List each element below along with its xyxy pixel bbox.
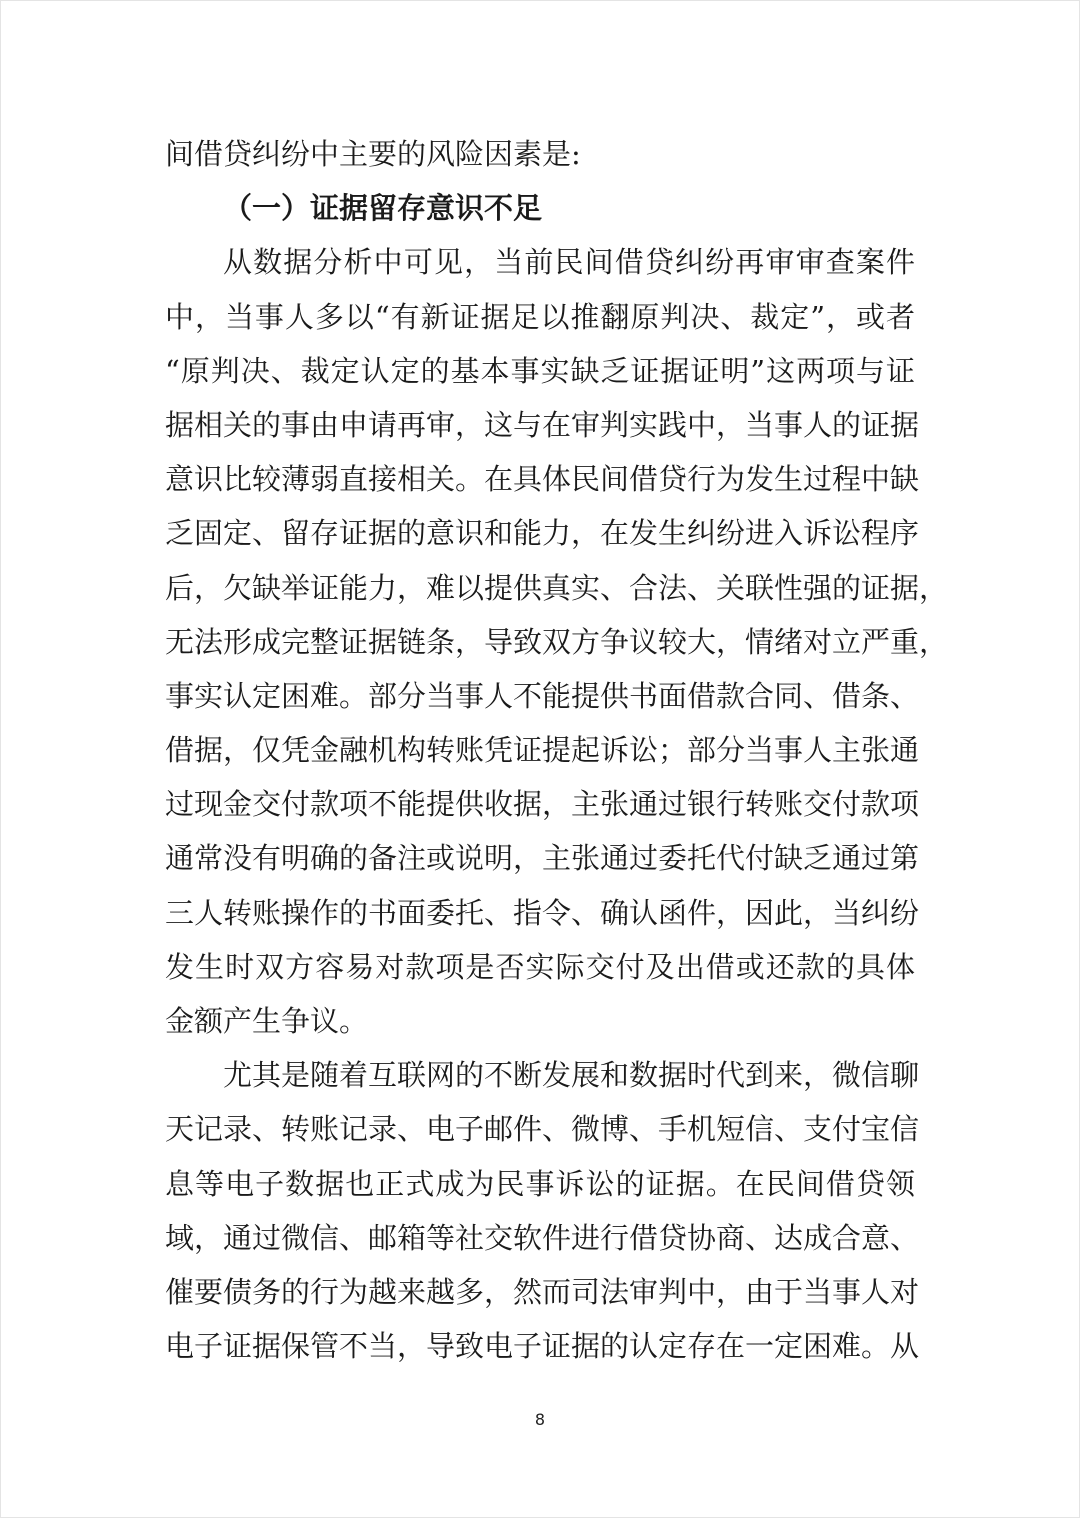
text-line: 尤其是随着互联网的不断发展和数据时代到来，微信聊 — [223, 1058, 920, 1093]
text-line: 意识比较薄弱直接相关。在具体民间借贷行为发生过程中缺 — [165, 462, 920, 497]
text-line: 发生时双方容易对款项是否实际交付及出借或还款的具体 — [165, 949, 915, 984]
text-line: 后，欠缺举证能力，难以提供真实、合法、关联性强的证据， — [165, 570, 949, 605]
text-line: 催要债务的行为越来越多，然而司法审判中，由于当事人对 — [165, 1274, 920, 1309]
text-line: 电子证据保管不当，导致电子证据的认定存在一定困难。从 — [165, 1329, 920, 1364]
text-line: 三人转账操作的书面委托、指令、确认函件，因此，当纠纷 — [165, 895, 920, 930]
text-line: 据相关的事由申请再审，这与在审判实践中，当事人的证据 — [165, 407, 920, 442]
text-line: 借据，仅凭金融机构转账凭证提起诉讼；部分当事人主张通 — [165, 733, 920, 768]
text-line: 域，通过微信、邮箱等社交软件进行借贷协商、达成合意、 — [165, 1220, 920, 1255]
text-line: 天记录、转账记录、电子邮件、微博、手机短信、支付宝信 — [165, 1112, 920, 1147]
text-line: 间借贷纠纷中主要的风险因素是: — [165, 137, 581, 171]
text-line: 无法形成完整证据链条，导致双方争议较大，情绪对立严重， — [165, 624, 949, 659]
page-number: 8 — [534, 1410, 546, 1429]
section-heading: （一）证据留存意识不足 — [223, 191, 543, 226]
text-line: 息等电子数据也正式成为民事诉讼的证据。在民间借贷领 — [165, 1166, 915, 1201]
text-line: 事实认定困难。部分当事人不能提供书面借款合同、借条、 — [165, 678, 920, 713]
text-line: 过现金交付款项不能提供收据，主张通过银行转账交付款项 — [165, 787, 920, 822]
text-line: 金额产生争议。 — [165, 1004, 369, 1038]
text-line: 通常没有明确的备注或说明，主张通过委托代付缺乏通过第 — [165, 841, 920, 876]
text-line: “原判决、裁定认定的基本事实缺乏证据证明”这两项与证 — [165, 353, 915, 388]
text-line: 从数据分析中可见，当前民间借贷纠纷再审审查案件 — [223, 245, 915, 280]
text-line: 乏固定、留存证据的意识和能力，在发生纠纷进入诉讼程序 — [165, 516, 920, 551]
text-line: 中，当事人多以“有新证据足以推翻原判决、裁定”，或者 — [165, 299, 915, 334]
document-body — [165, 127, 949, 1373]
